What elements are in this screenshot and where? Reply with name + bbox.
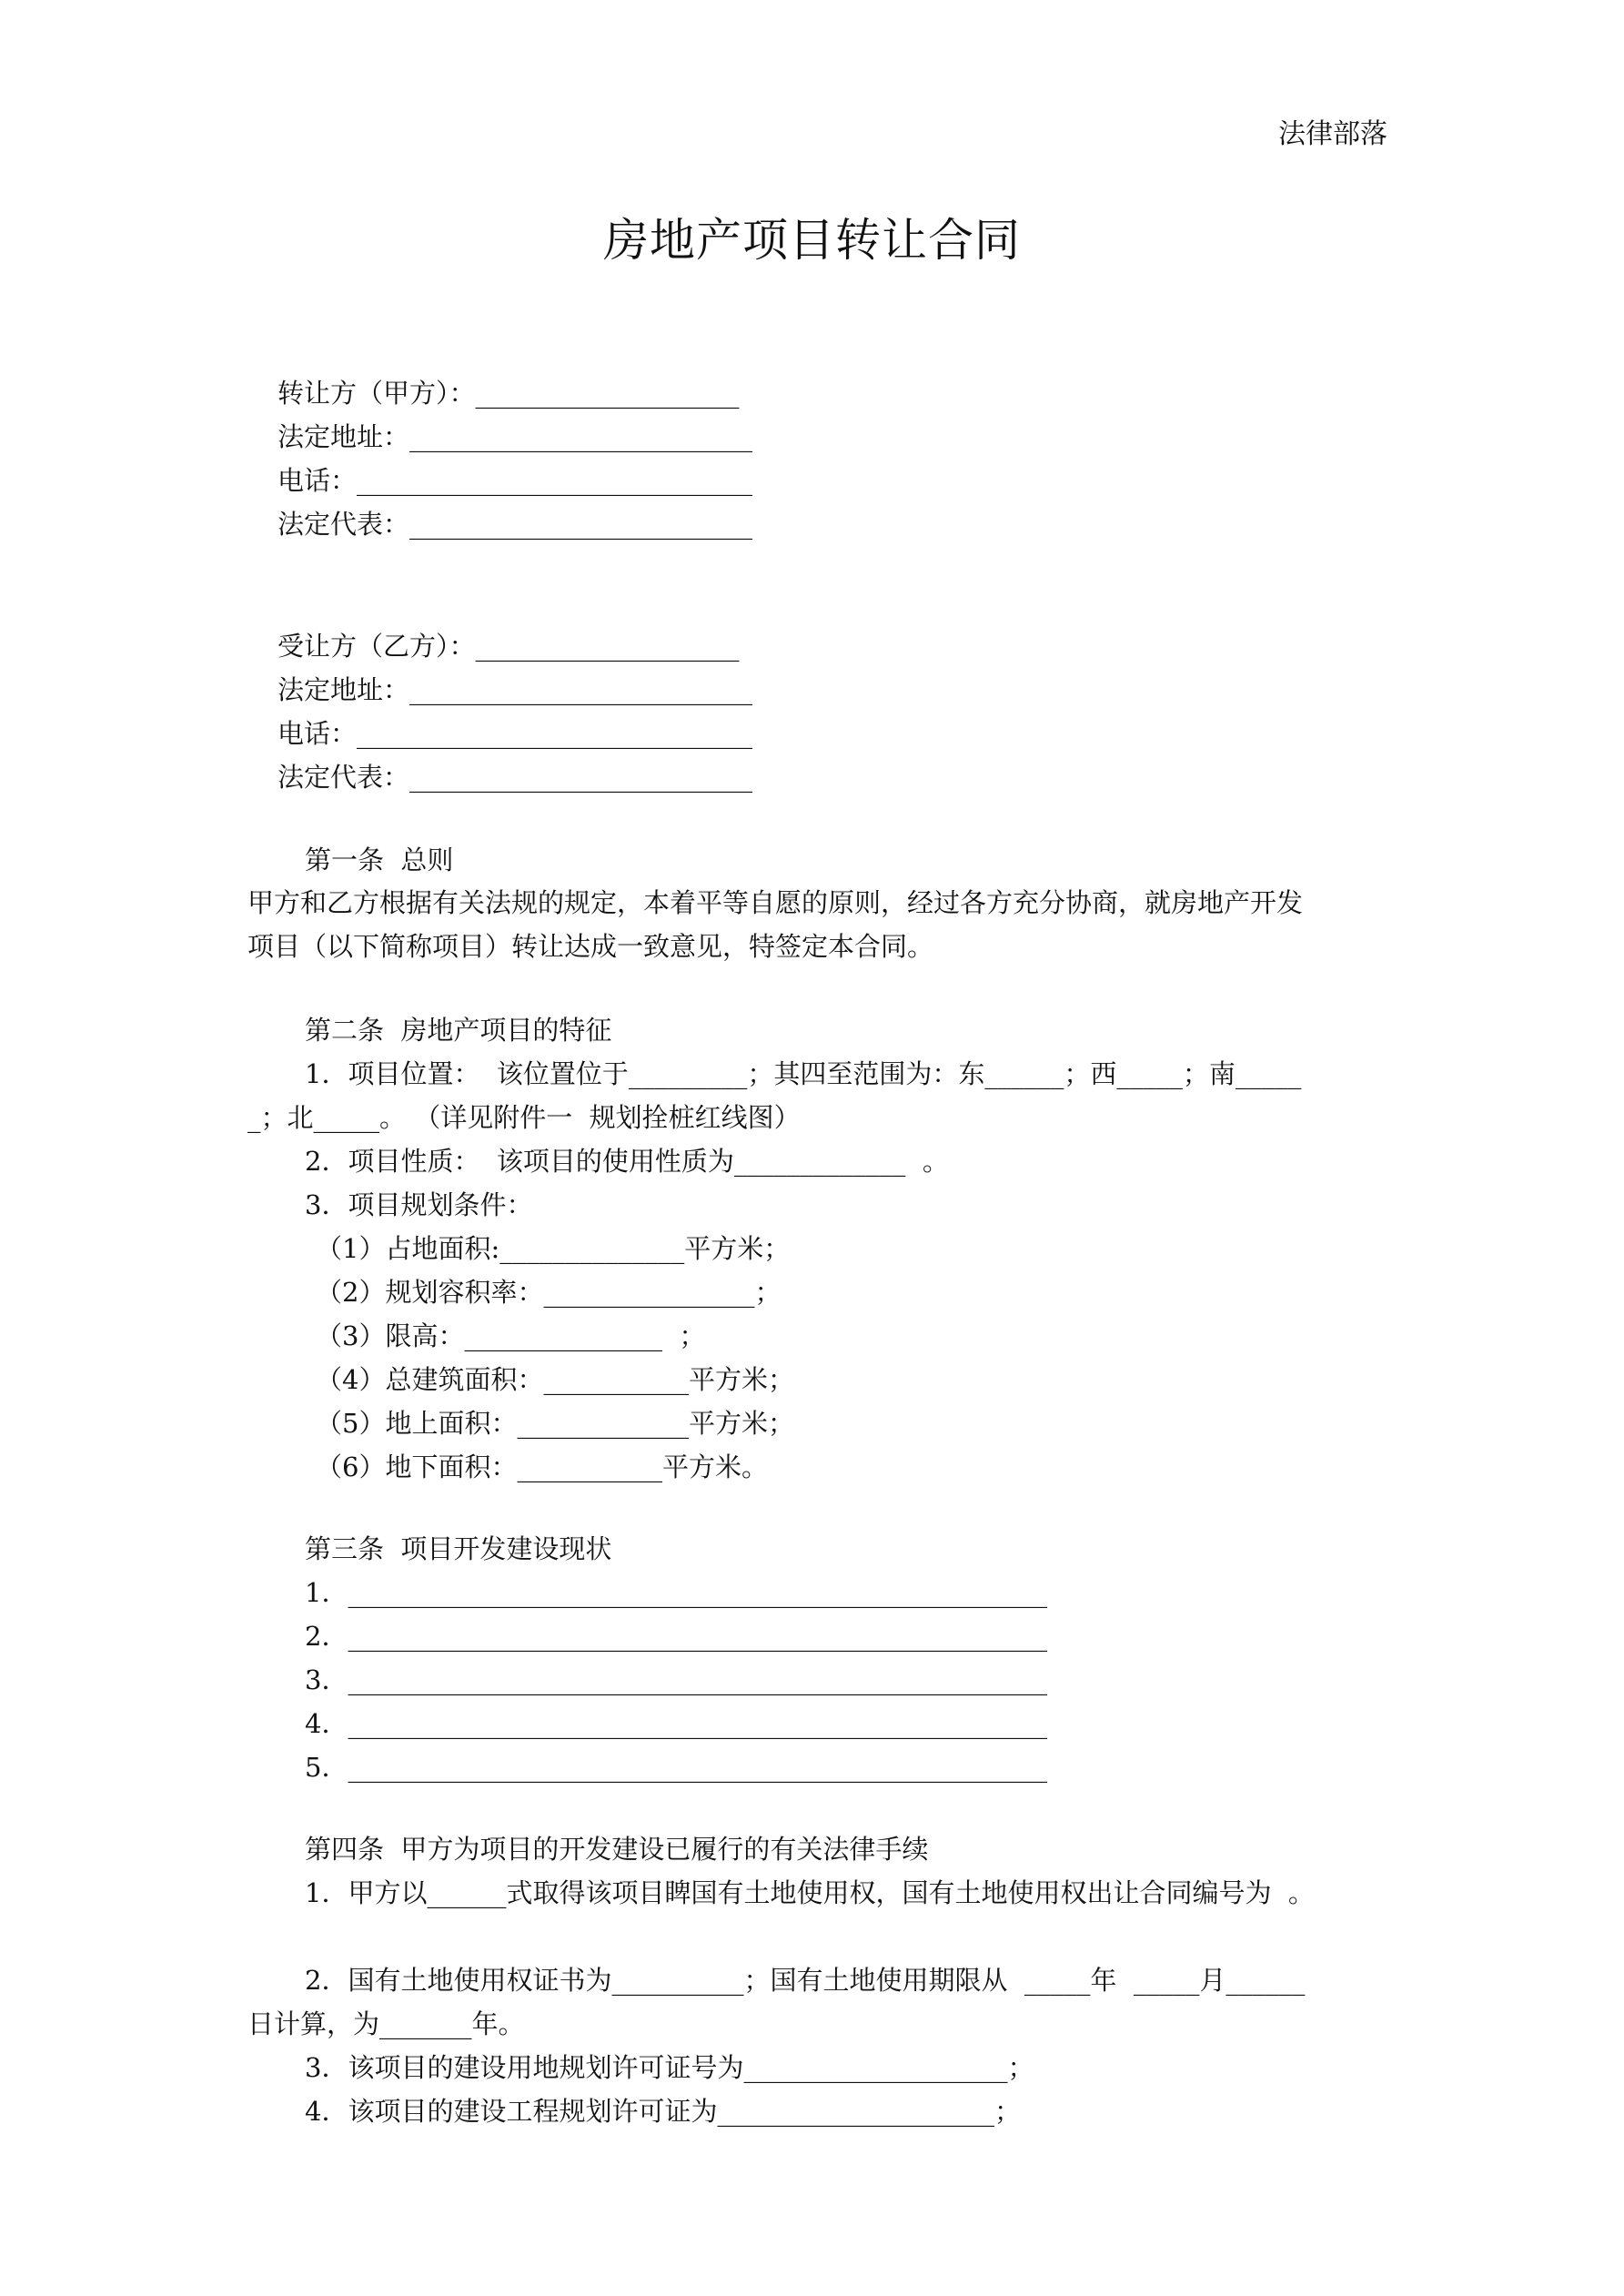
party-b-name-field: 受让方（乙方）：____________________	[277, 631, 740, 662]
party-a-address-field: 法定地址：__________________________	[277, 421, 753, 452]
article-3-item: 2．_____________________________________________________	[305, 1621, 1047, 1652]
article-3-item: 1．_____________________________________________________	[305, 1577, 1047, 1608]
article-2-heading: 第二条 房地产项目的特征	[305, 1015, 612, 1046]
article-4-item: 3．该项目的建设用地规划许可证号为____________________；	[305, 2052, 1034, 2083]
article-3-heading: 第三条 项目开发建设现状	[305, 1533, 612, 1564]
article-1-heading: 第一条 总则	[305, 845, 454, 875]
article-4-item: 4．该项目的建设工程规划许可证为_____________________；	[305, 2096, 1021, 2127]
planning-condition: （5）地上面积：_____________平方米；	[316, 1408, 794, 1439]
article-4-heading: 第四条 甲方为项目的开发建设已履行的有关法律手续	[305, 1834, 929, 1865]
article-1-paragraph-line: 甲方和乙方根据有关法规的规定，本着平等自愿的原则，经过各方充分协商，就房地产开发	[247, 887, 1304, 918]
planning-condition: （4）总建筑面积：___________平方米；	[316, 1364, 794, 1395]
planning-condition: （6）地下面积：___________平方米。	[316, 1451, 768, 1482]
article-2-item-planning: 3．项目规划条件：	[305, 1189, 533, 1220]
article-1-paragraph-line: 项目（以下简称项目）转让达成一致意见，特签定本合同。	[247, 931, 934, 962]
party-a-phone-field: 电话：______________________________	[277, 465, 753, 496]
article-4-item: 2．国有土地使用权证书为__________；国有土地使用期限从 _____年 _____月______	[305, 1965, 1306, 1996]
article-3-item: 4．_____________________________________________________	[305, 1708, 1047, 1739]
party-a-name-field: 转让方（甲方）：____________________	[277, 378, 740, 409]
party-b-rep-field: 法定代表：__________________________	[277, 762, 753, 793]
party-b-address-field: 法定地址：__________________________	[277, 674, 753, 705]
article-3-item: 5．_____________________________________________________	[305, 1752, 1047, 1783]
article-4-item: 1．甲方以______式取得该项目睥国有土地使用权，国有土地使用权出让合同编号为 。	[305, 1877, 1315, 1908]
party-a-rep-field: 法定代表：__________________________	[277, 509, 753, 540]
article-2-item-nature: 2．项目性质： 该项目的使用性质为_____________ 。	[305, 1146, 949, 1177]
party-b-phone-field: 电话：______________________________	[277, 718, 753, 749]
document-title: 房地产项目转让合同	[603, 214, 1021, 267]
planning-condition: （3）限高：_______________ ；	[316, 1320, 706, 1351]
article-2-item-location-cont: _；北_____。 （详见附件一 规划拴桩红线图）	[247, 1102, 801, 1133]
article-2-item-location: 1．项目位置： 该位置位于_________；其四至范围为：东______；西_____；南_____	[305, 1058, 1302, 1089]
article-3-item: 3．_____________________________________________________	[305, 1664, 1047, 1695]
header-mark: 法律部落	[1278, 118, 1387, 150]
planning-condition: （1）占地面积:______________平方米；	[316, 1233, 791, 1264]
planning-condition: （2）规划容积率：________________；	[316, 1277, 782, 1308]
article-4-item-cont: 日计算，为_______年。	[247, 2008, 525, 2039]
